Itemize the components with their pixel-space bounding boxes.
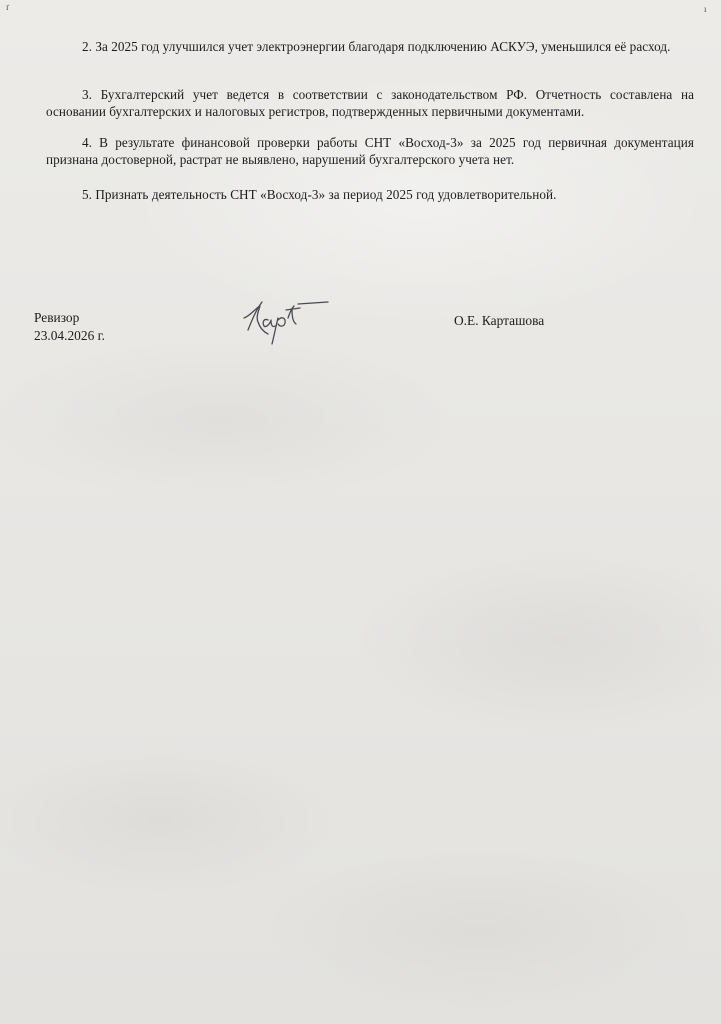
paragraph-4: 4. В результате финансовой проверки работы СНТ «Восход-3» за 2025 год первичная документация признана достоверной, растрат не выявлено, нарушений бухгалтерского учета нет. bbox=[46, 135, 694, 167]
paragraph-3: 3. Бухгалтерский учет ведется в соответствии с законодательством РФ. Отчетность составлена на основании бухгалтерских и налоговых регистров, подтвержденных первичными документами. bbox=[46, 87, 694, 119]
paragraph-5: 5. Признать деятельность СНТ «Восход-3» за период 2025 год удовлетворительной. bbox=[82, 187, 557, 202]
signing-date: 23.04.2026 г. bbox=[34, 328, 105, 343]
paragraph-2: 2. За 2025 год улучшился учет электроэнергии благодаря подключению АСКУЭ, уменьшился её расход. bbox=[82, 39, 671, 54]
handwritten-signature bbox=[238, 296, 336, 346]
signer-name: О.Е. Карташова bbox=[454, 313, 545, 328]
corner-mark-right: ı bbox=[704, 4, 707, 14]
corner-mark-left: ґ bbox=[6, 2, 10, 12]
signer-role: Ревизор bbox=[34, 310, 80, 325]
